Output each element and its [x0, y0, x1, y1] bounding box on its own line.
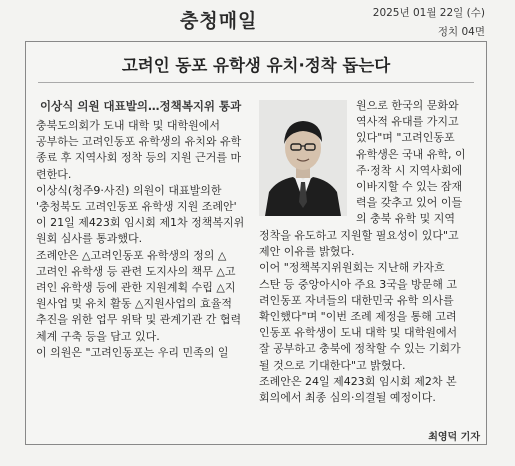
article-text-line: 잘 공부하고 충북에 정착할 수 있는 기회가	[259, 342, 461, 356]
article-text-line: 있다"며 "고려인동포	[356, 131, 455, 145]
article-text-line: 인동포 유학생이 도내 대학 및 대학원에서	[259, 326, 458, 340]
reporter-byline: 최영덕 기자	[428, 432, 480, 443]
masthead	[0, 0, 515, 42]
publication-date: 2025년 01월 22일 (수)	[372, 7, 485, 19]
article-text-line: 회의에서 최종 심의·의결될 예정이다.	[259, 391, 436, 405]
article-text-line: 이 21일 제423회 임시회 제1차 정책복지위	[36, 216, 245, 230]
article-text-line: 종료 후 지역사회 정착 등의 지원 근거를 마	[36, 151, 242, 165]
article-frame	[25, 41, 487, 445]
article-text-line: 충북도의회가 도내 대학 및 대학원에서	[36, 119, 221, 132]
article-text-line: 스탄 등 중앙아시아 주요 3국을 방문해 고	[259, 277, 457, 291]
article-text-line: 추진을 위한 업무 위탁 및 관계기관 간 협력	[36, 313, 242, 327]
article-text-line: 주·정착 시 지역사회에	[356, 163, 463, 177]
article-text-line: 려인동포 자녀들의 대한민국 유학 의사를	[259, 293, 454, 307]
article-text-line: 원사업 및 유치 활동 △지원사업의 효율적	[36, 297, 232, 311]
article-text-line: 력을 갖추고 있어 이들	[356, 196, 463, 210]
article-text-line: 공부하는 고려인동포 유학생의 유치와 유학	[36, 135, 242, 149]
headline: 고려인 동포 유학생 유치·정착 돕는다	[121, 56, 391, 75]
article-right-column	[259, 228, 481, 406]
article-text-line: 이상식(청주9·사진) 의원이 대표발의한	[36, 183, 222, 197]
article-text-line: 체계 구축 등을 담고 있다.	[36, 329, 160, 343]
article-text-line: '충청북도 고려인동포 유학생 지원 조례안'	[36, 200, 237, 214]
article-text-line: 고려인 유학생 등 관련 도지사의 책무 △고	[36, 264, 236, 278]
article-text-line: 련한다.	[36, 167, 72, 181]
article-text-line: 원으로 한국의 문화와	[356, 99, 459, 112]
article-text-line: 조례안은 24일 제423회 임시회 제2차 본	[259, 374, 457, 388]
article-text-line: 이바지할 수 있는 잠재	[356, 180, 463, 194]
article-text-line: 제안 이유를 밝혔다.	[259, 245, 355, 259]
article-left-column	[36, 118, 251, 361]
article-text-line: 이어 "정책복지위원회는 지난해 카자흐	[259, 261, 445, 275]
article-text-line: 확인했다"며 "이번 조례 제정을 통해 고려	[259, 310, 457, 324]
article-text-line: 유학생은 국내 유학, 이	[356, 147, 466, 161]
article-text-line: 역사적 유대를 가지고	[356, 115, 459, 129]
article-text-line: 원회 심사를 통과했다.	[36, 232, 143, 246]
subheadline: 이상식 의원 대표발의…정책복지위 통과	[40, 99, 242, 113]
portrait-image	[259, 100, 347, 216]
headline-divider	[38, 82, 474, 83]
article-text-line: 의 충북 유학 및 지역	[356, 212, 455, 226]
article-text-line: 이 의원은 "고려인동포는 우리 민족의 일	[36, 345, 229, 359]
article-right-column-top	[356, 98, 481, 228]
newspaper-logo: 충청매일	[180, 10, 258, 32]
article-text-line: 될 것으로 기대한다"고 밝혔다.	[259, 358, 406, 372]
article-text-line: 정착을 유도하고 지원할 필요성이 있다"고	[259, 229, 459, 242]
author-photo	[259, 100, 347, 216]
article-text-line: 려인 유학생 등에 관한 지원계획 수립 △지	[36, 281, 236, 295]
article-text-line: 조례안은 △고려인동포 유학생의 정의 △	[36, 248, 227, 262]
page-section: 정치 04면	[437, 26, 485, 38]
